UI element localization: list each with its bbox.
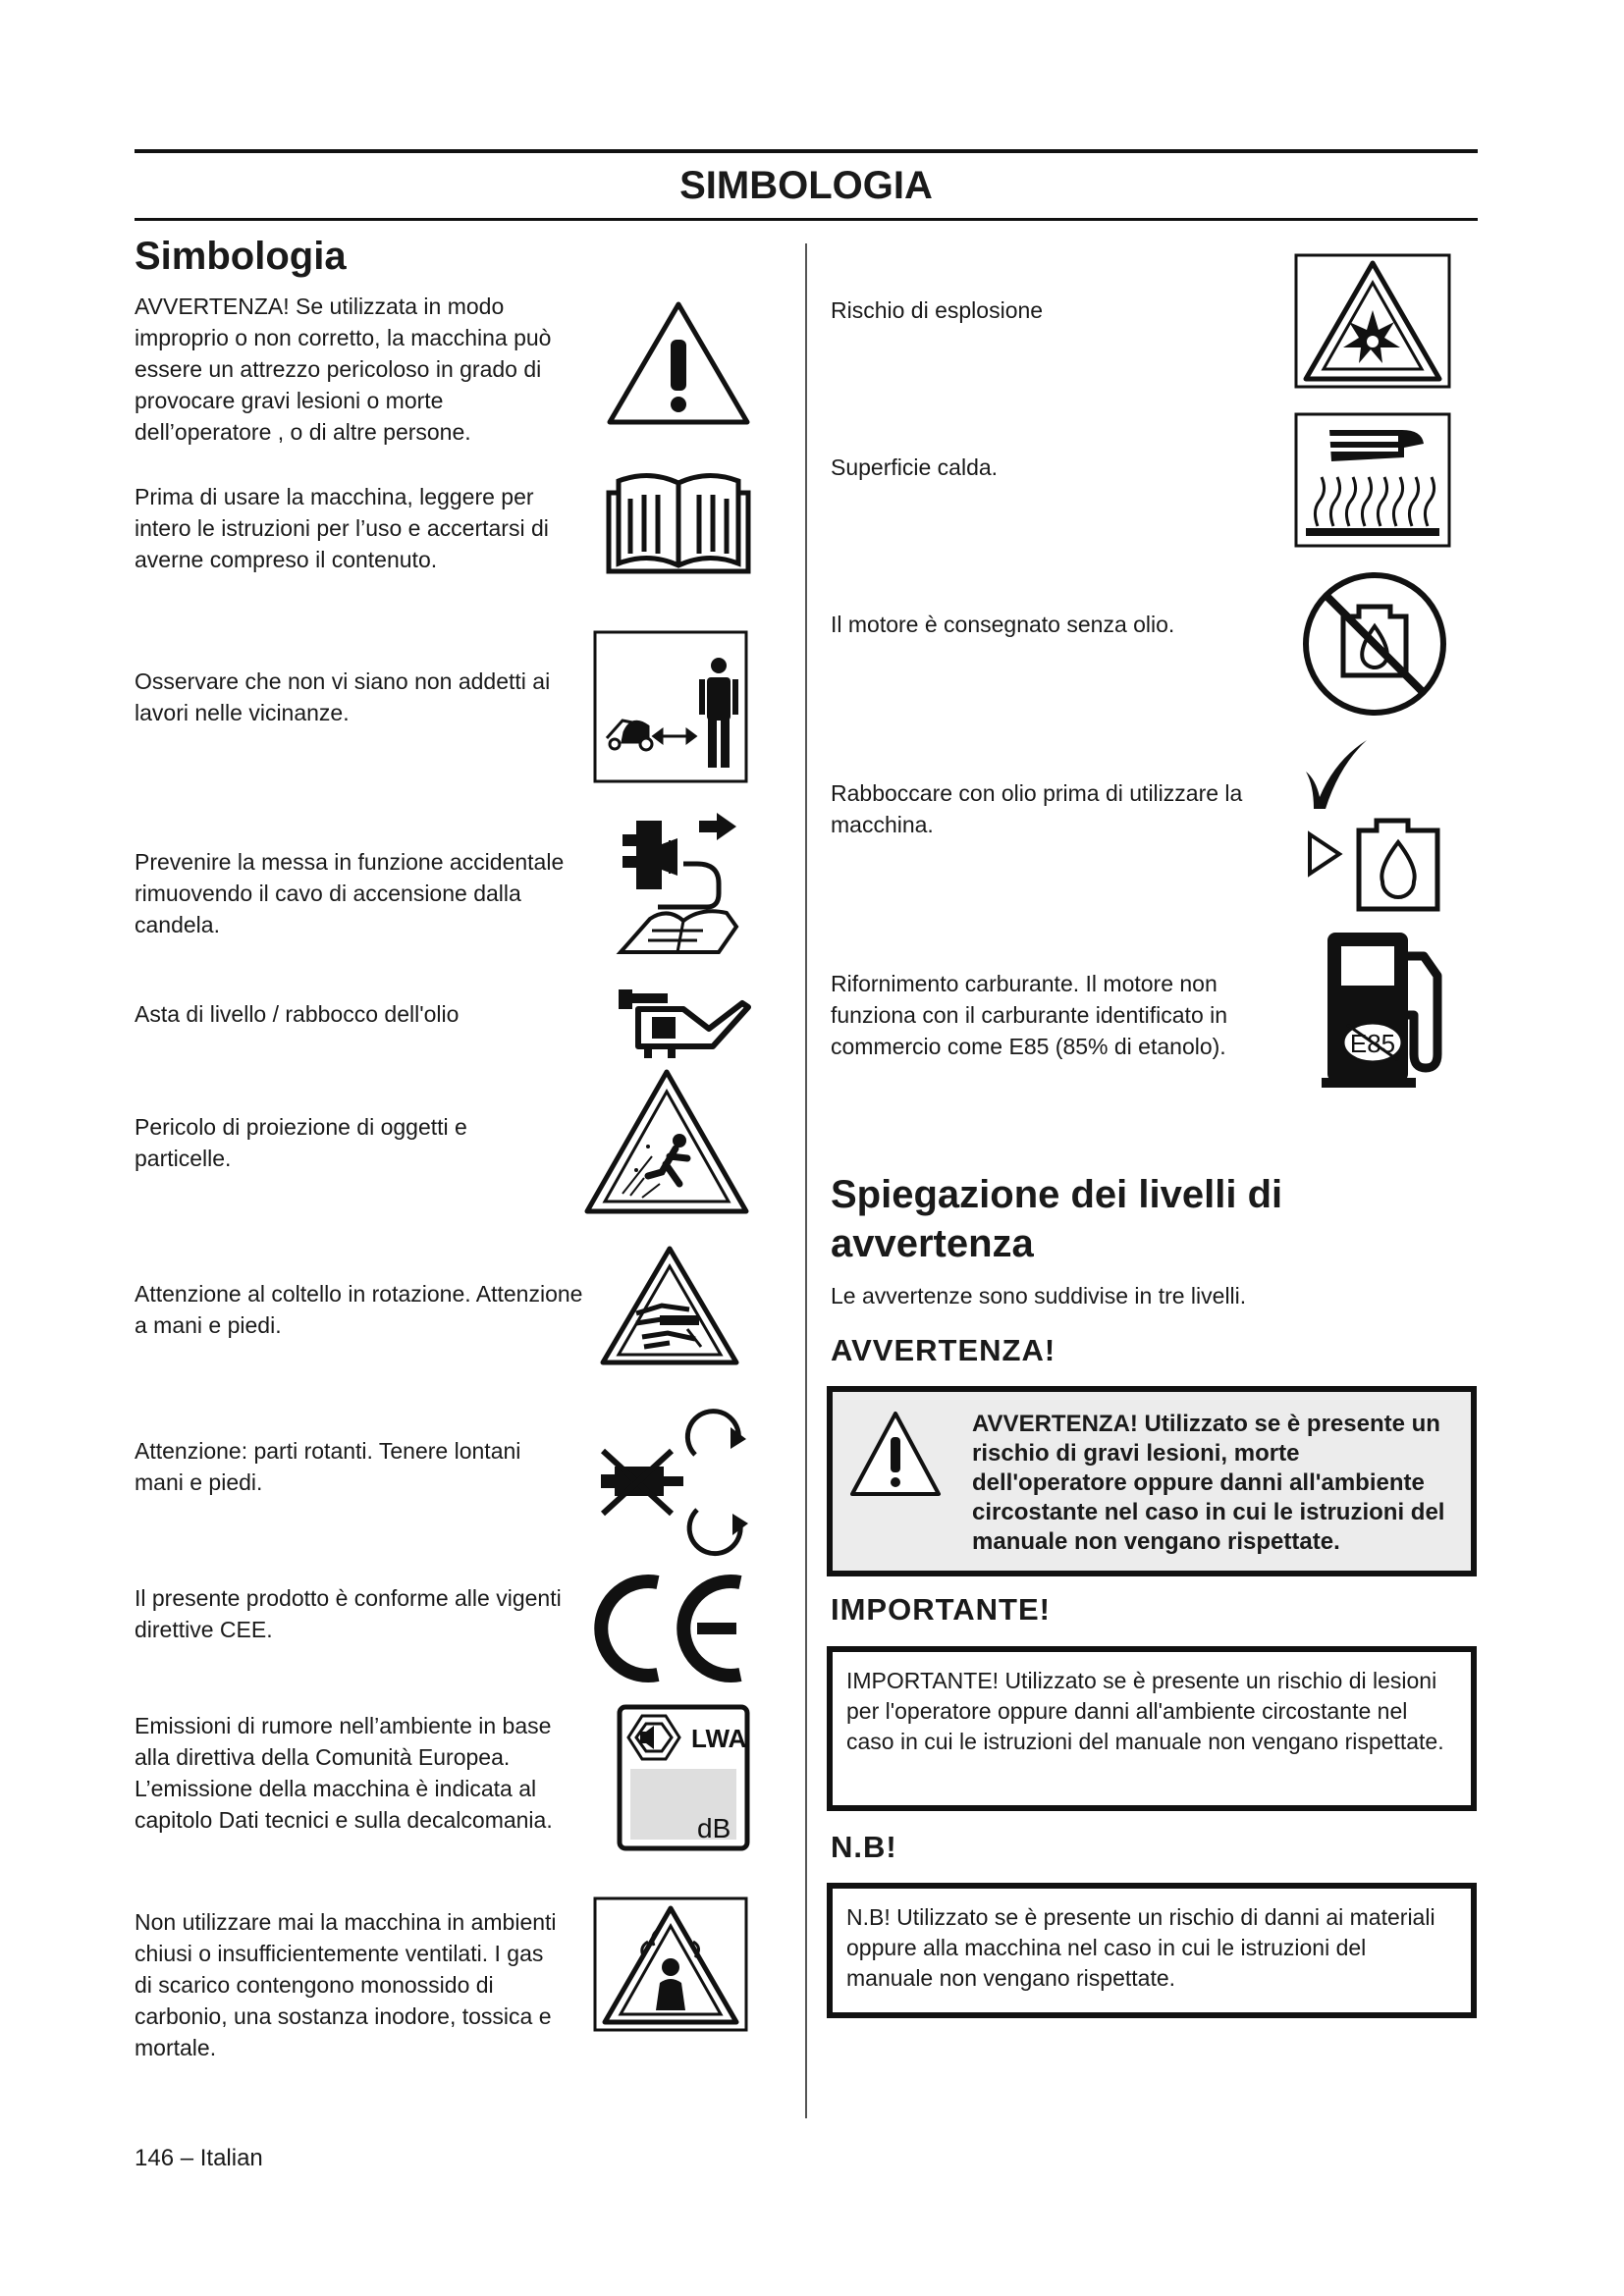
column-divider — [805, 243, 807, 2118]
nb-box-text: N.B! Utilizzato se è presente un rischio di danni ai materiali oppure alla macchina nel caso in cui le istruzioni del manuale non vengano rispettate. — [846, 1904, 1435, 1991]
svg-text:LWA: LWA — [691, 1724, 747, 1753]
keep-distance-icon — [593, 630, 748, 783]
important-box-text: IMPORTANTE! Utilizzato se è presente un rischio di lesioni per l'operatore oppure danni all'ambiente circostante nel caso in cui le istruzioni del manuale non vengano rispettate. — [846, 1668, 1444, 1754]
ce-mark-icon — [593, 1573, 752, 1684]
symbol-text-hot-surface: Superficie calda. — [831, 454, 999, 480]
section-heading-levels: Spiegazione dei livelli di avvertenza — [831, 1173, 1283, 1265]
warning-box-text: AVVERTENZA! Utilizzato se è presente un rischio di gravi lesioni, morte dell'operatore oppure danni all'ambiente circostante nel caso in cui le istruzioni del manuale non vengano rispettate. — [972, 1411, 1445, 1555]
oil-can-icon — [615, 982, 752, 1060]
warning-triangle-icon — [848, 1410, 943, 1498]
symbol-text-thrown-objects: Pericolo di proiezione di oggetti e particelle. — [135, 1114, 467, 1171]
level-heading-nb: N.B! — [831, 1830, 897, 1864]
symbol-text-no-oil: Il motore è consegnato senza olio. — [831, 612, 1175, 637]
hot-surface-icon — [1294, 412, 1451, 548]
add-oil-icon — [1300, 736, 1449, 913]
symbol-text-fuel: Rifornimento carburante. Il motore non funziona con il carburante identificato in commercio come E85 (85% di etanolo). — [831, 971, 1228, 1059]
explosion-icon — [1294, 253, 1451, 389]
symbol-text-spark-plug: Prevenire la messa in funzione accidentale rimuovendo il cavo di accensione dalla candela. — [135, 849, 565, 937]
symbol-text-ce-conformity: Il presente prodotto è conforme alle vigenti direttive CEE. — [135, 1585, 562, 1642]
warning-box — [827, 1386, 1477, 1576]
symbol-text-warning: AVVERTENZA! Se utilizzata in modo improprio o non corretto, la macchina può essere un attrezzo pericoloso in grado di provocare gravi lesioni o morte dell’operatore , o di altre persone. — [135, 294, 552, 445]
warning-triangle-icon — [605, 298, 752, 428]
rotating-parts-icon — [593, 1398, 754, 1559]
important-box — [827, 1646, 1477, 1811]
symbol-text-explosion: Rischio di esplosione — [831, 297, 1044, 323]
levels-intro-text: Le avvertenze sono suddivise in tre livelli. — [831, 1283, 1247, 1308]
thrown-objects-icon — [583, 1068, 750, 1215]
symbol-text-oil-dipstick: Asta di livello / rabbocco dell'olio — [135, 1001, 460, 1027]
fuel-pump-icon — [1322, 927, 1451, 1090]
manual-book-icon — [605, 469, 752, 575]
symbol-text-add-oil: Rabboccare con olio prima di utilizzare la macchina. — [831, 780, 1243, 837]
spark-plug-disconnect-icon — [609, 805, 748, 962]
symbol-text-toxic-fumes: Non utilizzare mai la macchina in ambienti chiusi o insufficientemente ventilati. I gas di scarico contengono monossido di carbonio, una sostanza inodore, tossica e mortale. — [135, 1909, 557, 2060]
level-heading-important: IMPORTANTE! — [831, 1592, 1051, 1627]
symbol-text-rotating-parts: Attenzione: parti rotanti. Tenere lontani mani e piedi. — [135, 1438, 521, 1495]
page-footer: 146 – Italian — [135, 2145, 263, 2171]
symbol-text-bystanders: Osservare che non vi siano non addetti ai lavori nelle vicinanze. — [135, 668, 551, 725]
symbol-text-noise: Emissioni di rumore nell’ambiente in base alla direttiva della Comunità Europea. L’emissione della macchina è indicata al capitolo Dati tecnici e sulla decalcomania. — [135, 1713, 553, 1833]
symbol-text-rotating-blade: Attenzione al coltello in rotazione. Attenzione a mani e piedi. — [135, 1281, 583, 1338]
level-heading-warning: AVVERTENZA! — [831, 1333, 1056, 1367]
section-heading-simbologia: Simbologia — [135, 235, 347, 278]
header-bottom-rule — [135, 218, 1478, 221]
noise-emission-icon — [617, 1704, 750, 1851]
svg-text:E85: E85 — [1349, 1029, 1396, 1058]
no-oil-icon — [1300, 569, 1449, 719]
page-title: SIMBOLOGIA — [679, 164, 933, 207]
toxic-fumes-icon — [593, 1896, 748, 2032]
nb-box — [827, 1883, 1477, 2018]
svg-text:dB: dB — [697, 1813, 731, 1843]
header-top-rule — [135, 149, 1478, 153]
symbol-text-manual: Prima di usare la macchina, leggere per intero le istruzioni per l’uso e accertarsi di averne compreso il contenuto. — [135, 484, 549, 572]
rotating-blade-icon — [599, 1245, 740, 1366]
